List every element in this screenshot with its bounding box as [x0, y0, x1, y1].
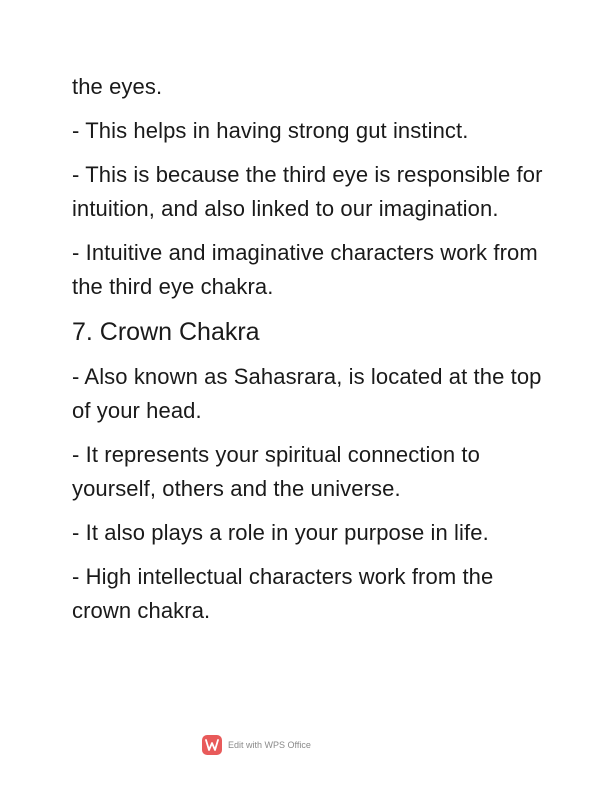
wps-footer-label: Edit with WPS Office — [228, 740, 311, 750]
paragraph: - This helps in having strong gut instinct. — [72, 118, 469, 143]
section-heading: 7. Crown Chakra — [72, 318, 260, 346]
wps-footer[interactable] — [202, 735, 311, 755]
paragraph: the eyes. — [72, 74, 163, 99]
paragraph: - This is because the third eye is responsible for intuition, and also linked to our imagination. — [72, 162, 543, 221]
paragraph: - High intellectual characters work from the crown chakra. — [72, 564, 494, 623]
paragraph: - Intuitive and imaginative characters work from the third eye chakra. — [72, 240, 538, 299]
paragraph: - It also plays a role in your purpose in life. — [72, 520, 489, 545]
wps-office-logo-icon — [202, 735, 222, 755]
document-body — [72, 70, 552, 638]
paragraph: - Also known as Sahasrara, is located at the top of your head. — [72, 364, 542, 423]
paragraph: - It represents your spiritual connection to yourself, others and the universe. — [72, 442, 480, 501]
